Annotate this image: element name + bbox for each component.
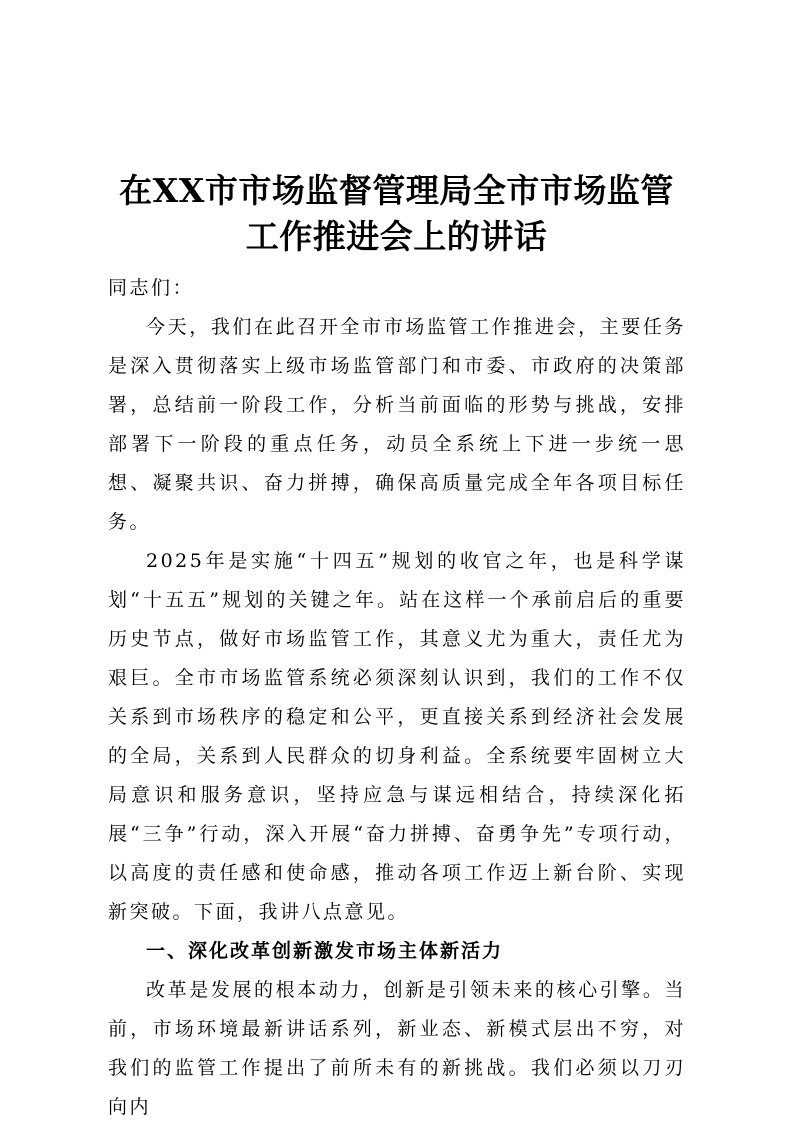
document-title: [90, 168, 703, 260]
salutation: 同志们：: [108, 277, 195, 299]
section-paragraph: 改革是发展的根本动力，创新是引领未来的核心引擎。当前，市场环境最新讲话系列，新业态、新模式层出不穷，对我们的监管工作提出了前所未有的新挑战。我们必须以刀刃向内: [108, 979, 686, 1118]
document-body: [108, 269, 686, 1127]
title-line-2: 工作推进会上的讲话: [245, 217, 548, 257]
paragraph-opening: 今天，我们在此召开全市市场监管工作推进会，主要任务是深入贯彻落实上级市场监管部门和市委、市政府的决策部署，总结前一阶段工作，分析当前面临的形势与挑战，安排部署下一阶段的重点任务，动员全系统上下进一步统一思想、凝聚共识、奋力拼搏，确保高质量完成全年各项目标任务。: [108, 316, 686, 533]
section-heading: 一、深化改革创新激发市场主体新活力: [146, 940, 504, 962]
paragraph-context: 2025年是实施“十四五”规划的收官之年，也是科学谋划“十五五”规划的关键之年。站在这样一个承前启后的重要历史节点，做好市场监管工作，其意义尤为重大，责任尤为艰巨。全市市场监管系统必须深刻认识到，我们的工作不仅关系到市场秩序的稳定和公平，更直接关系到经济社会发展的全局，关系到人民群众的切身利益。全系统要牢固树立大局意识和服务意识，坚持应急与谋远相结合，持续深化拓展“三争”行动，深入开展“奋力拼搏、奋勇争先”专项行动，以高度的责任感和使命感，推动各项工作迈上新台阶、实现新突破。下面，我讲八点意见。: [108, 550, 686, 923]
title-line-1: 在XX市市场监督管理局全市市场监管: [119, 171, 674, 211]
